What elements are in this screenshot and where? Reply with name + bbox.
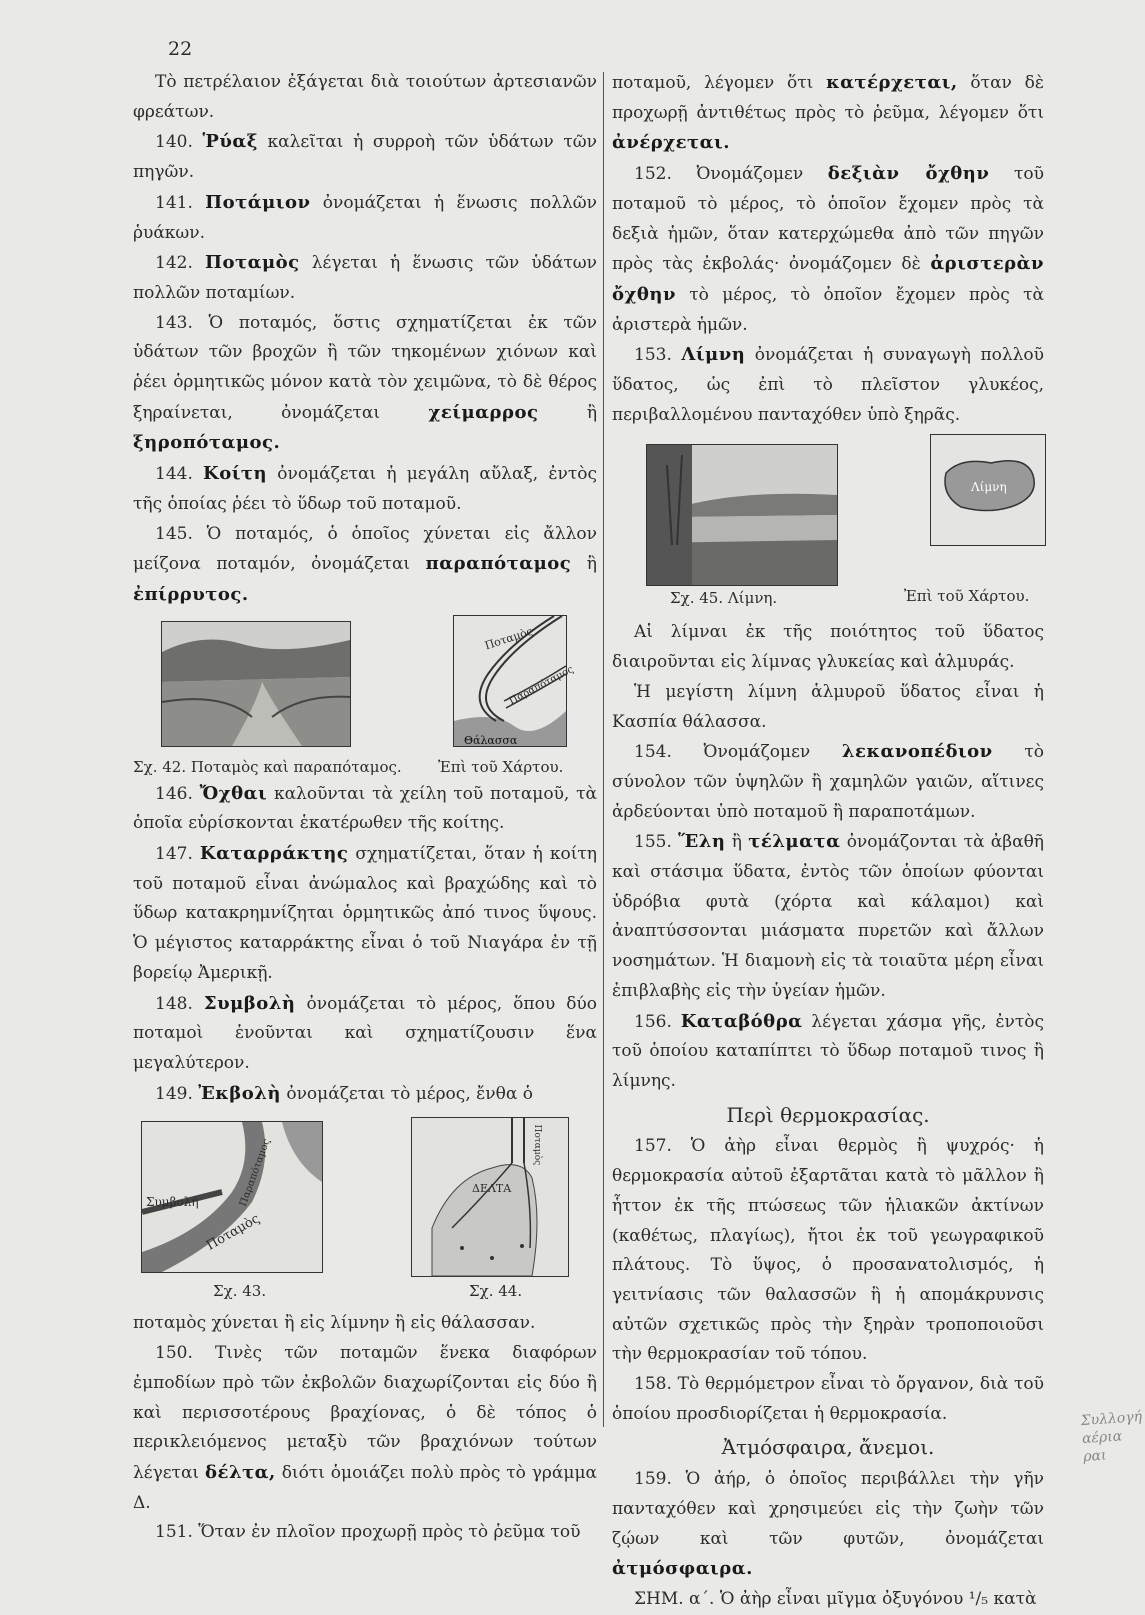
term-ochthai: Ὄχθαι — [199, 782, 268, 804]
paragraph-143: 143. Ὁ ποταμός, ὅστις σχηματίζεται ἐκ τῶν ὑδάτων τῶν βροχῶν ἢ τῶν τηκομένων χιόνων καὶ ῥέει ὁρμητικῶς μόνον κατὰ τὸν χειμῶνα, τὸ δὲ θέρος ξηραίνεται, ὀνομάζεται χείμαρρος ἢ ξηροπόταμος. — [133, 312, 598, 454]
figure-42-caption: Σχ. 42. Ποταμὸς καὶ παραπόταμος. — [133, 757, 402, 776]
paragraph-154: 154. Ὀνομάζομεν λεκανοπέδιον τὸ σύνολον τῶν ὑψηλῶν ἢ χαμηλῶν γαιῶν, αἵτινες ἀρδεύονται ὑπὸ ποταμοῦ ἢ παραποτάμων. — [612, 741, 1044, 822]
paragraph-144: 144. Κοίτη ὀνομάζεται ἡ μεγάλη αὔλαξ, ἐντὸς τῆς ὁποίας ῥέει τὸ ὕδωρ τοῦ ποταμοῦ. — [133, 463, 597, 514]
term-atmosfaira: ἀτμόσφαιρα. — [612, 1558, 753, 1580]
figure-43-caption: Σχ. 43. — [213, 1282, 267, 1301]
paragraph-148: 148. Συμβολὴ ὀνομάζεται τὸ μέρος, ὅπου δύο ποταμοὶ ἑνοῦνται καὶ σχηματίζουσιν ἕνα μεγαλύτερον. — [133, 992, 597, 1073]
lake-landscape-illustration — [647, 445, 837, 585]
figure-44-caption: Σχ. 44. — [469, 1282, 523, 1301]
term-telmata: τέλματα — [748, 831, 841, 853]
term-potamos: Ποταμὸς — [205, 252, 300, 274]
term-parapotamos: παραπόταμος — [425, 553, 572, 575]
figure-45-caption: Σχ. 45. Λίμνη. — [670, 589, 778, 608]
term-anerchetai: ἀνέρχεται. — [612, 132, 730, 154]
figure-44-delta-map — [411, 1117, 569, 1277]
map-label-river: Ποταμὸς — [483, 624, 535, 653]
figure-42-map — [453, 615, 576, 747]
left-column — [133, 68, 597, 1548]
term-katavothra: Καταβόθρα — [680, 1010, 803, 1032]
term-symvoli: Συμβολὴ — [203, 992, 296, 1014]
river-landscape-illustration — [162, 622, 350, 746]
handwritten-margin-note: Συλλογή αέρια ραι — [1080, 1408, 1143, 1466]
paragraph-140: 140. Ῥύαξ καλεῖται ἡ συρροὴ τῶν ὑδάτων τῶν πηγῶν. — [133, 131, 597, 183]
paragraph-lakes-types: Αἱ λίμναι ἐκ τῆς ποιότητος τοῦ ὕδατος διαιροῦνται εἰς λίμνας γλυκείας καὶ ἁλμυράς. — [612, 622, 1044, 673]
figure-45-map-caption: Ἐπὶ τοῦ Χάρτου. — [904, 587, 1030, 606]
paragraph-153: 153. Λίμνη ὀνομάζεται ἡ συναγωγὴ πολλοῦ ὕδατος, ὡς ἐπὶ τὸ πλεῖστον γλυκέος, περιβαλλομένου πανταχόθεν ὑπὸ ξηρᾶς. — [612, 344, 1044, 425]
paragraph-intro: Τὸ πετρέλαιον ἐξάγεται διὰ τοιούτων ἀρτεσιανῶν φρεάτων. — [133, 72, 597, 122]
figure-45-map — [930, 434, 1046, 546]
paragraph-152: 152. Ὀνομάζομεν δεξιὰν ὄχθην τοῦ ποταμοῦ τὸ μέρος, τὸ ὁποῖον ἔχομεν πρὸς τὰ δεξιὰ ἡμῶν, ὅταν κατερχώμεθα ἀπὸ τῶν πηγῶν πρὸς τὰς ἐκβολάς· ὀνομάζομεν δὲ ἀριστερὰν ὄχθην τὸ μέρος, τὸ ὁποῖον ἔχομεν πρὸς τὰ ἀριστερὰ ἡμῶν. — [612, 163, 1044, 335]
figure-43-44-row — [133, 1113, 597, 1305]
term-koiti: Κοίτη — [203, 463, 268, 485]
paragraph-149: 149. Ἐκβολὴ ὀνομάζεται τὸ μέρος, ἔνθα ὁ — [155, 1082, 533, 1104]
paragraph-155: 155. Ἕλη ἢ τέλματα ὀνομάζονται τὰ ἀβαθῆ καὶ στάσιμα ὕδατα, ἐντὸς τῶν ὁποίων φύονται ὑδρόβια φυτὰ (χόρτα καὶ κάλαμοι) καὶ ἀναπτύσσονται μιάσματα πυρετῶν καὶ ἄλλων νοσημάτων. Ἡ διαμονὴ εἰς τὰ τοιαῦτα μέρη εἶναι ἐπιβλαβὴς εἰς τὴν ὑγείαν ἡμῶν. — [612, 831, 1044, 1001]
heading-atmosphere: Ἀτμόσφαιρα, ἄνεμοι. — [721, 1435, 935, 1460]
paragraph-146: 146. Ὄχθαι καλοῦνται τὰ χείλη τοῦ ποταμοῦ, τὰ ὁποῖα εὑρίσκονται ἑκατέρωθεν τῆς κοίτης. — [133, 782, 597, 834]
term-ryax: Ῥύαξ — [202, 131, 258, 153]
term-epirrytos: ἐπίρρυτος. — [133, 583, 249, 605]
paragraph-141: 141. Ποτάμιον ὀνομάζεται ἡ ἕνωσις πολλῶν ῥυάκων. — [133, 191, 598, 243]
paragraph-156: 156. Καταβόθρα λέγεται χάσμα γῆς, ἐντὸς τοῦ ὁποίου καταπίπτει τὸ ὕδωρ ποταμοῦ τινος ἢ λίμνης. — [612, 1010, 1044, 1091]
term-xeropotamos: ξηροπόταμος. — [133, 432, 281, 454]
paragraph-159: 159. Ὁ ἀήρ, ὁ ὁποῖος περιβάλλει τὴν γῆν πανταχόθεν καὶ χρησιμεύει εἰς τὴν ζωὴν τῶν ζῴων καὶ τῶν φυτῶν, ὀνομάζεται ἀτμόσφαιρα. — [612, 1469, 1044, 1580]
delta-river-label: Ποταμὸς — [532, 1124, 543, 1166]
term-potamion: Ποτάμιον — [205, 191, 311, 213]
paragraph-147: 147. Καταρράκτης σχηματίζεται, ὅταν ἡ κοίτη τοῦ ποταμοῦ εἶναι ἀνώμαλος καὶ βραχώδης καὶ τὸ ὕδωρ κατακρημνίζηται ὁρμητικῶς ἀπό τινος ὕψους. Ὁ μέγιστος καταρράκτης εἶναι ὁ τοῦ Νιαγάρα ἐν τῇ βορείῳ Ἀμερικῇ. — [133, 843, 597, 983]
term-eli: Ἕλη — [678, 831, 726, 853]
term-katarraktis: Καταρράκτης — [199, 843, 349, 865]
page-number: 22 — [168, 38, 193, 60]
confluence-label: Συμβολὴ — [146, 1195, 199, 1210]
map-label-sea: Θάλασσα — [464, 733, 518, 747]
column-divider — [603, 72, 604, 1427]
note-paragraph: ΣΗΜ. α΄. Ὁ ἀὴρ εἶναι μῖγμα ὀξυγόνου ¹/₅ κατὰ — [634, 1588, 1037, 1609]
map-label-tributary: Παραπόταμος — [507, 663, 576, 707]
paragraph-150: 150. Τινὲς τῶν ποταμῶν ἕνεκα διαφόρων ἐμποδίων πρὸ τῶν ἐκβολῶν διαχωρίζονται εἰς δύο ἢ καὶ περισσοτέρους βραχίονας, ὁ δὲ τόπος ὁ περικλειόμενος μεταξὺ τῶν βραχιόνων τούτων λέγεται δέλτα, διότι ὁμοιάζει πολὺ πρὸς τὸ γράμμα Δ. — [133, 1343, 597, 1513]
figure-43-confluence-map — [141, 1121, 323, 1273]
term-lekanopedion: λεκανοπέδιον — [841, 741, 993, 763]
figure-42-row — [133, 615, 597, 775]
paragraph-151-cont: ποταμοῦ, λέγομεν ὅτι κατέρχεται, ὅταν δὲ προχωρῇ ἀντιθέτως πρὸς τὸ ῥεῦμα, λέγομεν ὅτι ἀνέρχεται. — [612, 72, 1045, 154]
figure-45-lake-illustration — [646, 444, 838, 586]
term-katerchetai: κατέρχεται, — [826, 72, 958, 93]
term-ekvoli: Ἐκβολὴ — [198, 1082, 281, 1104]
figure-42-landscape — [161, 621, 351, 747]
paragraph-158: 158. Τὸ θερμόμετρον εἶναι τὸ ὄργανον, διὰ τοῦ ὁποίου προσδιορίζεται ἡ θερμοκρασία. — [612, 1374, 1044, 1424]
paragraph-caspian: Ἡ μεγίστη λίμνη ἁλμυροῦ ὕδατος εἶναι ἡ Κασπία θάλασσα. — [612, 681, 1044, 732]
confluence-river-label: Ποταμὸς — [204, 1211, 263, 1255]
right-column — [612, 68, 1044, 1615]
paragraph-142: 142. Ποταμὸς λέγεται ἡ ἕνωσις τῶν ὑδάτων πολλῶν ποταμίων. — [133, 252, 598, 303]
delta-label: ΔΕΛΤΑ — [472, 1182, 512, 1196]
figure-42-map-caption: Ἐπὶ τοῦ Χάρτου. — [438, 757, 564, 776]
figure-45-row — [612, 434, 1044, 614]
heading-temperature: Περὶ θερμοκρασίας. — [726, 1102, 930, 1127]
paragraph-151-start: 151. Ὅταν ἐν πλοῖον προχωρῇ πρὸς τὸ ῥεῦμα τοῦ — [155, 1522, 581, 1543]
paragraph-157: 157. Ὁ ἀὴρ εἶναι θερμὸς ἢ ψυχρός· ἡ θερμοκρασία αὐτοῦ ἐξαρτᾶται κατὰ τὸ μᾶλλον ἢ ἧττον ἐκ τῆς πτώσεως τῶν ἡλιακῶν ἀκτίνων (καθέτως, πλαγίως), ἤτοι ἐκ τοῦ γεωγραφικοῦ πλάτους. Τὸ ὕψος, ὁ προσανατολισμός, ἡ γειτνίασις τῶν θαλασσῶν ἢ ἡ απομάκρυνσις αὐτῶν σχετικῶς πρὸς τὴν ξηρὰν τροποποιοῦσι τὴν θερμοκρασίαν τοῦ τόπου. — [612, 1136, 1044, 1365]
term-right-bank: δεξιὰν ὄχθην — [827, 163, 990, 185]
term-limni: Λίμνη — [681, 344, 746, 366]
lake-map-label: Λίμνη — [971, 480, 1007, 495]
confluence-tributary-label: Παραπόταμος — [237, 1137, 273, 1209]
term-cheimarros: χείμαρρος — [428, 401, 539, 423]
paragraph-149-cont: ποταμὸς χύνεται ἢ εἰς λίμνην ἢ εἰς θάλασσαν. — [133, 1313, 536, 1334]
term-delta: δέλτα, — [205, 1461, 276, 1483]
term-left-bank: ἀριστερὰν ὄχθην — [612, 253, 1044, 305]
paragraph-145: 145. Ὁ ποταμός, ὁ ὁποῖος χύνεται εἰς ἄλλον μείζονα ποταμόν, ὀνομάζεται παραπόταμος ἢ ἐπίρρυτος. — [133, 523, 597, 605]
